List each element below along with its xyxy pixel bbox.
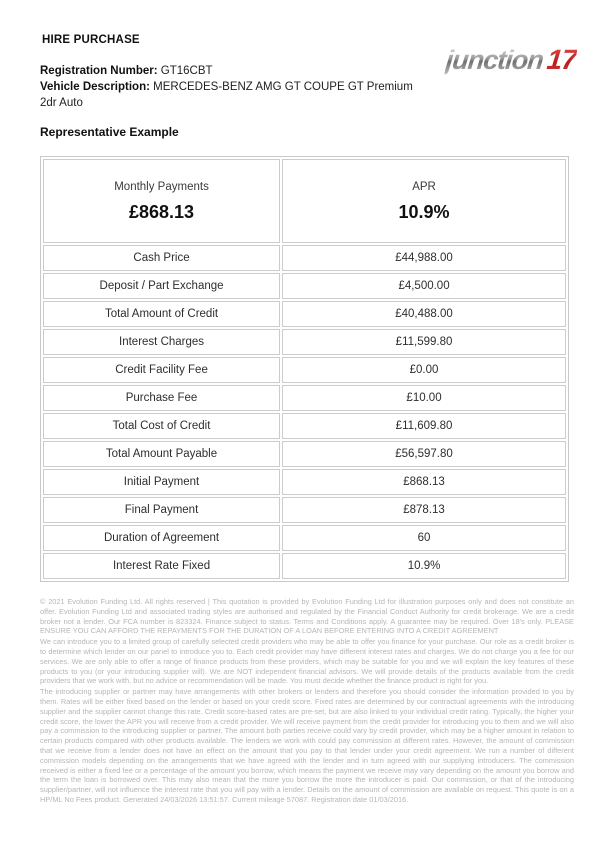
registration-value: GT16CBT bbox=[160, 65, 213, 77]
vehicle-description-line2: 2dr Auto bbox=[40, 97, 83, 109]
row-label: Duration of Agreement bbox=[43, 525, 280, 551]
summary-row bbox=[43, 159, 566, 243]
row-label: Total Amount Payable bbox=[43, 441, 280, 467]
logo-number: 17 bbox=[545, 44, 578, 75]
monthly-payments-label: Monthly Payments bbox=[114, 181, 209, 193]
row-label: Purchase Fee bbox=[43, 385, 280, 411]
row-value: £4,500.00 bbox=[282, 273, 566, 299]
row-value: £0.00 bbox=[282, 357, 566, 383]
disclaimer-paragraph: The introducing supplier or partner may have arrangements with other brokers or lenders and therefore you should consider the information provided to you by them. Rates will be either fixed based on the lender or based on your credit score. Fixed rates are determined by our contractual agreements with the introducing supplier and the supplier cannot change this rate. Credit score-based rates are pre-set, but are also linked to your individual credit rating. Typically, the higher your credit score, the lower the APR you will receive from a credit provider. We will receive payment from the credit provider for introducing you to them and we will also pay a commission to the introducing supplier or partner. The amount both parties receive could vary by credit provider, which may be a higher amount in relation to certain products compared with other products available. The lenders we work with could pay commission at different rates. However, the amount of commission that we receive from a lender does not have an effect on the amount that you pay to that lender under your credit agreement. We run a number of different commission models depending on the arrangements that we have agreed with the lender and in turn agreed with our supplying introducers. The commission received is either a fixed fee or a percentage of the amount you borrow, which means the payment we receive may vary depending on the amount you borrow and the term the loan is borrowed over. This may also mean that the more you borrow the more the introducer is paid. Our commission, or that of the introducing supplier/partner, will not influence the interest rate that you will pay with a lender. Details on the amount of commission are available on request. This quote is on a HP/ML No Fees product. Generated 24/03/2026 13:51:57. Current mileage 57087. Registration date 01/03/2016. bbox=[40, 687, 574, 804]
disclaimer-paragraph: © 2021 Evolution Funding Ltd. All rights reserved | This quotation is provided by Evolution Funding Ltd for illustration purposes only and does not constitute an offer. Evolution Funding Ltd and associated trading styles are authorised and regulated by the Financial Conduct Authority for credit brokerage. We are a credit broker not a lender. Our FCA number is 823324. Finance subject to status. Terms and Conditions apply. A guarantee may be required. Over 18's only. PLEASE ENSURE YOU CAN AFFORD THE REPAYMENTS FOR THE DURATION OF A LOAN BEFORE ENTERING INTO A CREDIT AGREEMENT bbox=[40, 597, 574, 636]
registration-label: Registration Number: bbox=[40, 65, 158, 77]
section-title: Representative Example bbox=[40, 125, 179, 139]
table-row bbox=[43, 301, 566, 327]
table-row bbox=[43, 413, 566, 439]
row-label: Total Amount of Credit bbox=[43, 301, 280, 327]
vehicle-description-line bbox=[40, 79, 574, 95]
table-row bbox=[43, 497, 566, 523]
row-value: £878.13 bbox=[282, 497, 566, 523]
junction17-logo bbox=[444, 46, 577, 74]
row-label: Final Payment bbox=[43, 497, 280, 523]
row-label: Interest Rate Fixed bbox=[43, 553, 280, 579]
monthly-payments-cell bbox=[43, 159, 280, 243]
table-row bbox=[43, 525, 566, 551]
apr-cell bbox=[282, 159, 566, 243]
row-label: Total Cost of Credit bbox=[43, 413, 280, 439]
table-row bbox=[43, 245, 566, 271]
logo-word: junction bbox=[444, 45, 545, 75]
row-value: £11,599.80 bbox=[282, 329, 566, 355]
row-label: Cash Price bbox=[43, 245, 280, 271]
row-label: Credit Facility Fee bbox=[43, 357, 280, 383]
table-row bbox=[43, 441, 566, 467]
apr-value: 10.9% bbox=[398, 202, 450, 222]
row-value: £44,988.00 bbox=[282, 245, 566, 271]
row-label: Initial Payment bbox=[43, 469, 280, 495]
row-value: £56,597.80 bbox=[282, 441, 566, 467]
row-label: Deposit / Part Exchange bbox=[43, 273, 280, 299]
disclaimer bbox=[40, 597, 574, 805]
table-row bbox=[43, 469, 566, 495]
table-row bbox=[43, 357, 566, 383]
row-value: £11,609.80 bbox=[282, 413, 566, 439]
row-value: £40,488.00 bbox=[282, 301, 566, 327]
table-row bbox=[43, 329, 566, 355]
table-row bbox=[43, 273, 566, 299]
monthly-payments-value: £868.13 bbox=[128, 202, 195, 222]
finance-table bbox=[40, 156, 569, 582]
vehicle-description-value: MERCEDES-BENZ AMG GT COUPE GT Premium bbox=[153, 81, 413, 93]
row-label: Interest Charges bbox=[43, 329, 280, 355]
page-title: HIRE PURCHASE bbox=[42, 34, 140, 46]
apr-label: APR bbox=[412, 181, 436, 193]
table-row bbox=[43, 385, 566, 411]
row-value: £10.00 bbox=[282, 385, 566, 411]
row-value: 10.9% bbox=[282, 553, 566, 579]
row-value: £868.13 bbox=[282, 469, 566, 495]
disclaimer-paragraph: We can introduce you to a limited group of carefully selected credit providers who may be able to offer you finance for your purchase. Our role as a credit broker is to determine which lender on our panel to introduce you to. Each credit provider may have different interest rates and charges. We do not charge you a fee for our services. We are only able to offer a range of finance products from these providers, which may be suitable for you and we will explain the key features of these products to you (or your introducing supplier will). We are NOT independent financial advisors. We will provide details of the products available from the credit providers that we work with, but no advice or recommendation will be made. You must decide whether the finance product is right for you. bbox=[40, 637, 574, 686]
finance-table-body bbox=[43, 159, 566, 579]
row-value: 60 bbox=[282, 525, 566, 551]
vehicle-description-label: Vehicle Description: bbox=[40, 81, 150, 93]
table-row bbox=[43, 553, 566, 579]
